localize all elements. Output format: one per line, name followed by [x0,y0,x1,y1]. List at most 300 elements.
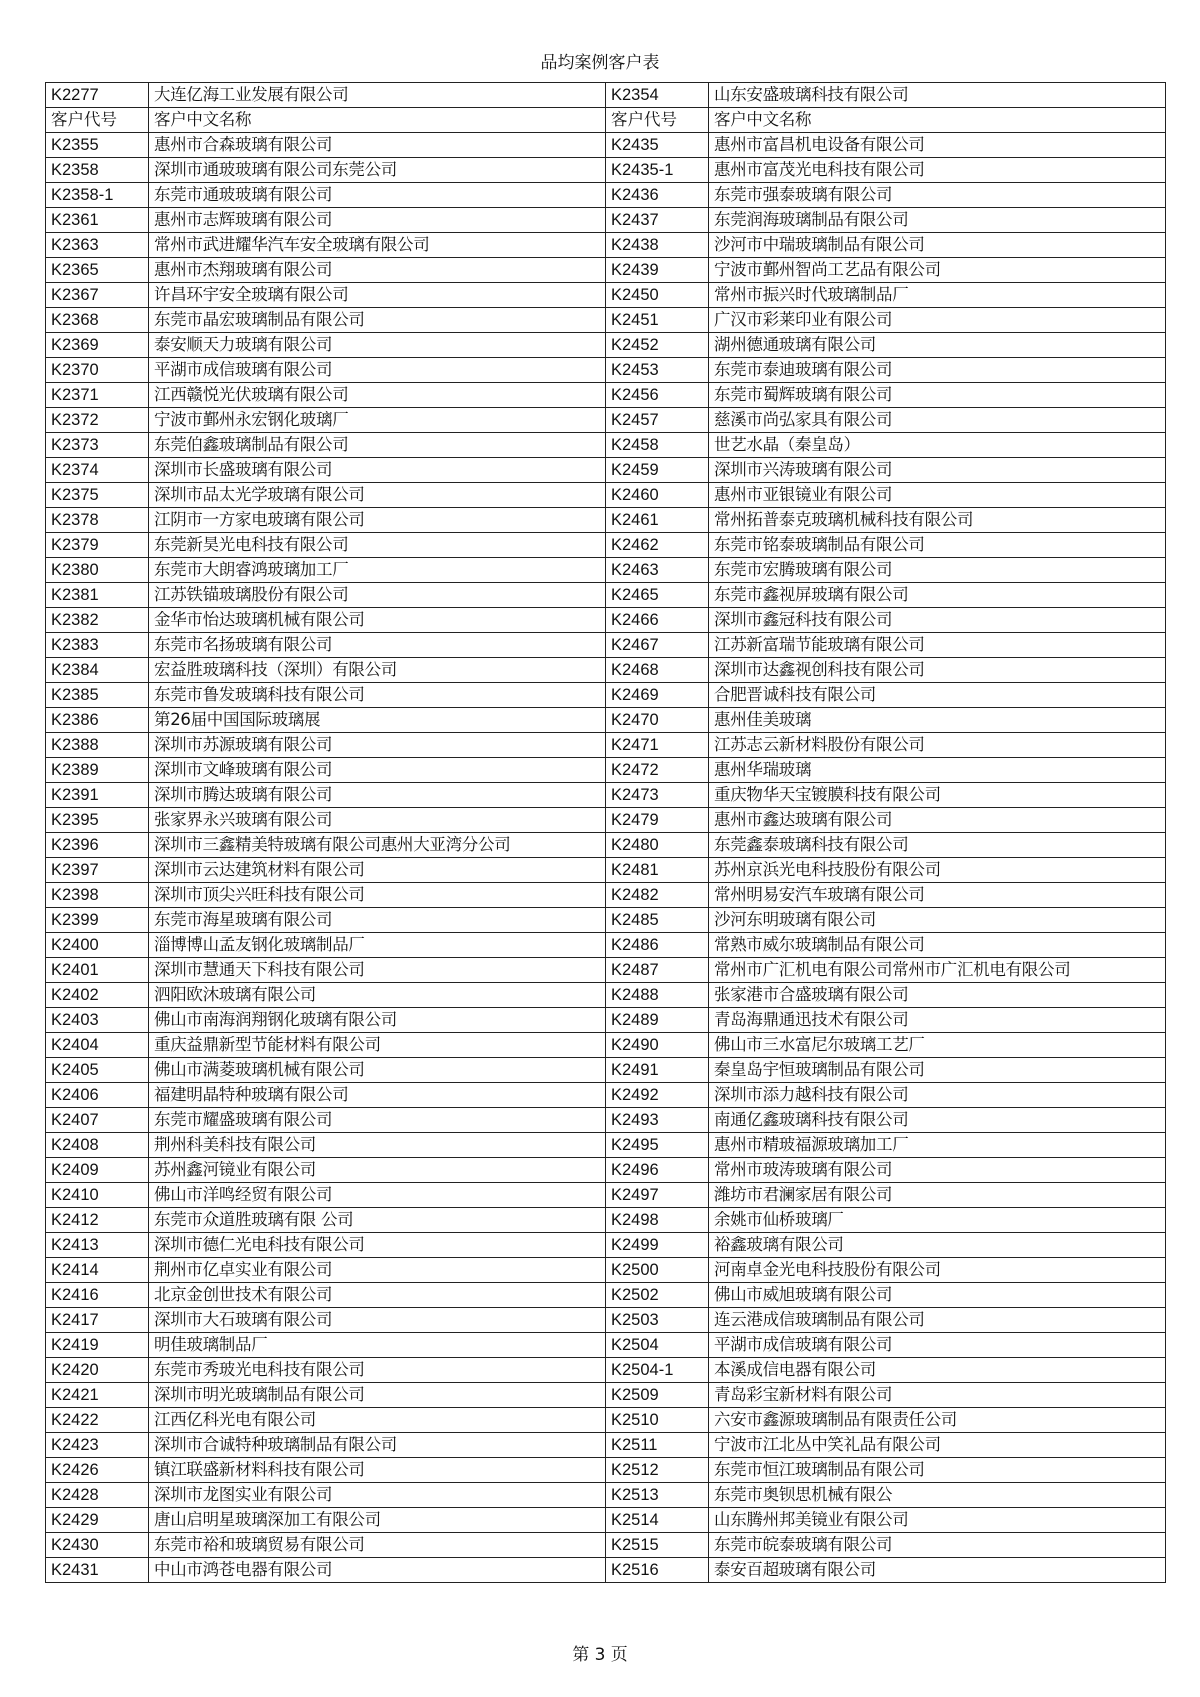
customer-code-right: K2453 [606,358,709,383]
customer-code-right: K2468 [606,658,709,683]
customer-name-right: 南通亿鑫玻璃科技有限公司 [709,1108,1166,1133]
customer-name-left: 江苏铁锚玻璃股份有限公司 [149,583,606,608]
table-row [46,408,1166,433]
customer-code-right: K2511 [606,1433,709,1458]
table-row [46,433,1166,458]
customer-code-left: K2358-1 [46,183,149,208]
customer-name-right: 宁波市鄞州智尚工艺品有限公司 [709,258,1166,283]
customer-name-right: 深圳市达鑫视创科技有限公司 [709,658,1166,683]
customer-table-body [46,83,1166,1583]
customer-code-right: K2510 [606,1408,709,1433]
customer-name-left: 苏州鑫河镜业有限公司 [149,1158,606,1183]
customer-name-left: 北京金创世技术有限公司 [149,1283,606,1308]
customer-code-left: K2396 [46,833,149,858]
table-row [46,658,1166,683]
customer-code-right: K2513 [606,1483,709,1508]
table-row [46,1233,1166,1258]
customer-code-left: K2277 [46,83,149,108]
customer-code-right: K2459 [606,458,709,483]
customer-code-left: K2391 [46,783,149,808]
customer-code-right: K2469 [606,683,709,708]
customer-table [45,82,1166,1583]
customer-code-left: K2412 [46,1208,149,1233]
customer-code-left: K2368 [46,308,149,333]
customer-name-right: 宁波市江北丛中笑礼品有限公司 [709,1433,1166,1458]
customer-code-left: K2370 [46,358,149,383]
customer-name-left: 江西亿科光电有限公司 [149,1408,606,1433]
customer-name-left: 许昌环宇安全玻璃有限公司 [149,283,606,308]
customer-code-left: K2428 [46,1483,149,1508]
customer-name-right: 东莞市泰迪玻璃有限公司 [709,358,1166,383]
customer-name-left: 东莞新昊光电科技有限公司 [149,533,606,558]
customer-code-left: K2365 [46,258,149,283]
customer-code-right: K2486 [606,933,709,958]
customer-code-right: K2509 [606,1383,709,1408]
customer-name-right: 张家港市合盛玻璃有限公司 [709,983,1166,1008]
page-title: 品均案例客户表 [540,53,660,73]
customer-name-right: 常州市广汇机电有限公司常州市广汇机电有限公司 [709,958,1166,983]
customer-name-left: 淄博博山孟友钢化玻璃制品厂 [149,933,606,958]
customer-code-right: K2481 [606,858,709,883]
customer-code-left: K2385 [46,683,149,708]
customer-code-left: K2375 [46,483,149,508]
customer-code-right: K2490 [606,1033,709,1058]
customer-code-left: K2421 [46,1383,149,1408]
customer-code-right: K2435 [606,133,709,158]
customer-code-left: K2380 [46,558,149,583]
customer-code-left: K2373 [46,433,149,458]
customer-name-right: 深圳市添力越科技有限公司 [709,1083,1166,1108]
customer-name-right: 客户中文名称 [709,108,1166,133]
customer-name-right: 惠州佳美玻璃 [709,708,1166,733]
table-row [46,483,1166,508]
customer-name-left: 惠州市志辉玻璃有限公司 [149,208,606,233]
customer-code-left: K2420 [46,1358,149,1383]
table-row [46,808,1166,833]
customer-name-left: 东莞市众道胜玻璃有限 公司 [149,1208,606,1233]
customer-name-right: 河南卓金光电科技股份有限公司 [709,1258,1166,1283]
customer-name-right: 东莞市铭泰玻璃制品有限公司 [709,533,1166,558]
customer-name-left: 客户中文名称 [149,108,606,133]
table-row [46,258,1166,283]
customer-name-left: 大连亿海工业发展有限公司 [149,83,606,108]
table-row [46,1508,1166,1533]
customer-name-left: 深圳市龙图实业有限公司 [149,1483,606,1508]
customer-code-right: K2472 [606,758,709,783]
table-row [46,833,1166,858]
customer-code-right: K2497 [606,1183,709,1208]
customer-name-right: 慈溪市尚弘家具有限公司 [709,408,1166,433]
customer-name-left: 泗阳欧沐玻璃有限公司 [149,983,606,1008]
customer-name-right: 广汉市彩莱印业有限公司 [709,308,1166,333]
table-row [46,1533,1166,1558]
table-row [46,1033,1166,1058]
customer-name-right: 东莞市鑫视屏玻璃有限公司 [709,583,1166,608]
customer-code-right: K2435-1 [606,158,709,183]
table-row [46,333,1166,358]
table-row [46,108,1166,133]
customer-code-right: K2500 [606,1258,709,1283]
customer-name-right: 苏州京浜光电科技股份有限公司 [709,858,1166,883]
table-row [46,1058,1166,1083]
customer-code-left: K2403 [46,1008,149,1033]
customer-code-right: K2436 [606,183,709,208]
customer-code-left: K2402 [46,983,149,1008]
customer-code-right: K2512 [606,1458,709,1483]
customer-code-left: K2409 [46,1158,149,1183]
customer-name-right: 深圳市兴涛玻璃有限公司 [709,458,1166,483]
customer-code-left: K2423 [46,1433,149,1458]
table-row [46,1083,1166,1108]
table-row [46,708,1166,733]
customer-code-right: K2488 [606,983,709,1008]
table-row [46,1483,1166,1508]
table-row [46,733,1166,758]
table-row [46,1433,1166,1458]
customer-code-right: K2485 [606,908,709,933]
customer-name-right: 青岛海鼎通迅技术有限公司 [709,1008,1166,1033]
customer-name-right: 东莞市奥钡思机械有限公 [709,1483,1166,1508]
customer-name-right: 秦皇岛宇恒玻璃制品有限公司 [709,1058,1166,1083]
customer-name-left: 宁波市鄞州永宏钢化玻璃厂 [149,408,606,433]
customer-name-left: 东莞市秀玻光电科技有限公司 [149,1358,606,1383]
table-row [46,1008,1166,1033]
table-row [46,158,1166,183]
customer-name-left: 东莞市晶宏玻璃制品有限公司 [149,308,606,333]
customer-code-left: K2426 [46,1458,149,1483]
customer-name-right: 六安市鑫源玻璃制品有限责任公司 [709,1408,1166,1433]
customer-name-left: 深圳市三鑫精美特玻璃有限公司惠州大亚湾分公司 [149,833,606,858]
customer-name-right: 江苏志云新材料股份有限公司 [709,733,1166,758]
customer-name-left: 张家界永兴玻璃有限公司 [149,808,606,833]
page-number: 第 3 页 [572,1645,628,1665]
customer-name-right: 东莞市蜀辉玻璃有限公司 [709,383,1166,408]
table-row [46,383,1166,408]
customer-code-left: K2379 [46,533,149,558]
customer-name-right: 裕鑫玻璃有限公司 [709,1233,1166,1258]
customer-name-left: 江阴市一方家电玻璃有限公司 [149,508,606,533]
table-row [46,1258,1166,1283]
customer-name-left: 深圳市通玻玻璃有限公司东莞公司 [149,158,606,183]
table-row [46,458,1166,483]
customer-code-left: K2367 [46,283,149,308]
customer-name-left: 佛山市满菱玻璃机械有限公司 [149,1058,606,1083]
customer-code-left: K2363 [46,233,149,258]
customer-code-left: K2410 [46,1183,149,1208]
table-row [46,883,1166,908]
customer-code-left: K2381 [46,583,149,608]
customer-name-left: 深圳市苏源玻璃有限公司 [149,733,606,758]
customer-code-left: K2417 [46,1308,149,1333]
table-row [46,1283,1166,1308]
customer-code-right: K2504 [606,1333,709,1358]
table-row [46,208,1166,233]
customer-code-right: K2498 [606,1208,709,1233]
customer-name-left: 深圳市顶尖兴旺科技有限公司 [149,883,606,908]
customer-name-right: 湖州德通玻璃有限公司 [709,333,1166,358]
customer-name-left: 荆州市亿卓实业有限公司 [149,1258,606,1283]
customer-code-left: K2389 [46,758,149,783]
customer-code-left: K2422 [46,1408,149,1433]
customer-name-left: 宏益胜玻璃科技（深圳）有限公司 [149,658,606,683]
customer-name-right: 惠州市鑫达玻璃有限公司 [709,808,1166,833]
customer-code-right: K2456 [606,383,709,408]
customer-name-left: 东莞市裕和玻璃贸易有限公司 [149,1533,606,1558]
customer-name-left: 惠州市合森玻璃有限公司 [149,133,606,158]
customer-code-right: K2487 [606,958,709,983]
table-row [46,308,1166,333]
table-row [46,608,1166,633]
table-row [46,1383,1166,1408]
customer-code-left: K2413 [46,1233,149,1258]
customer-code-right: K2496 [606,1158,709,1183]
customer-name-right: 东莞润海玻璃制品有限公司 [709,208,1166,233]
table-row [46,1308,1166,1333]
customer-code-right: K2458 [606,433,709,458]
customer-name-left: 深圳市德仁光电科技有限公司 [149,1233,606,1258]
customer-code-right: K2499 [606,1233,709,1258]
customer-name-left: 深圳市品太光学玻璃有限公司 [149,483,606,508]
customer-code-right: K2471 [606,733,709,758]
customer-name-right: 山东腾州邦美镜业有限公司 [709,1508,1166,1533]
customer-code-left: K2431 [46,1558,149,1583]
customer-name-right: 东莞市恒江玻璃制品有限公司 [709,1458,1166,1483]
customer-name-right: 东莞鑫泰玻璃科技有限公司 [709,833,1166,858]
table-row [46,1133,1166,1158]
customer-code-left: K2383 [46,633,149,658]
customer-code-left: K2429 [46,1508,149,1533]
customer-name-right: 东莞市强泰玻璃有限公司 [709,183,1166,208]
customer-name-right: 沙河东明玻璃有限公司 [709,908,1166,933]
customer-code-right: K2452 [606,333,709,358]
customer-code-right: K2502 [606,1283,709,1308]
table-row [46,183,1166,208]
customer-code-left: 客户代号 [46,108,149,133]
customer-code-right: K2438 [606,233,709,258]
customer-name-left: 常州市武进耀华汽车安全玻璃有限公司 [149,233,606,258]
customer-code-right: K2465 [606,583,709,608]
customer-code-right: K2437 [606,208,709,233]
customer-code-left: K2369 [46,333,149,358]
customer-name-left: 深圳市明光玻璃制品有限公司 [149,1383,606,1408]
customer-code-right: K2493 [606,1108,709,1133]
customer-code-left: K2419 [46,1333,149,1358]
customer-name-right: 泰安百超玻璃有限公司 [709,1558,1166,1583]
customer-name-left: 深圳市合诚特种玻璃制品有限公司 [149,1433,606,1458]
customer-code-left: K2398 [46,883,149,908]
customer-code-left: K2404 [46,1033,149,1058]
customer-name-left: 平湖市成信玻璃有限公司 [149,358,606,383]
customer-code-right: K2480 [606,833,709,858]
customer-name-left: 深圳市大石玻璃有限公司 [149,1308,606,1333]
customer-code-left: K2361 [46,208,149,233]
customer-name-left: 中山市鸿苍电器有限公司 [149,1558,606,1583]
customer-code-left: K2405 [46,1058,149,1083]
customer-name-left: 深圳市文峰玻璃有限公司 [149,758,606,783]
customer-code-right: K2495 [606,1133,709,1158]
table-row [46,1183,1166,1208]
customer-name-right: 青岛彩宝新材料有限公司 [709,1383,1166,1408]
customer-code-right: 客户代号 [606,108,709,133]
customer-name-right: 重庆物华天宝镀膜科技有限公司 [709,783,1166,808]
customer-name-left: 深圳市长盛玻璃有限公司 [149,458,606,483]
table-row [46,283,1166,308]
table-row [46,358,1166,383]
customer-name-right: 惠州市亚银镜业有限公司 [709,483,1166,508]
table-row [46,858,1166,883]
customer-code-right: K2463 [606,558,709,583]
customer-code-right: K2514 [606,1508,709,1533]
customer-code-left: K2372 [46,408,149,433]
customer-code-right: K2451 [606,308,709,333]
customer-code-right: K2354 [606,83,709,108]
customer-name-right: 东莞市宏腾玻璃有限公司 [709,558,1166,583]
table-row [46,1333,1166,1358]
customer-name-left: 泰安顺天力玻璃有限公司 [149,333,606,358]
table-row [46,958,1166,983]
customer-name-right: 常州明易安汽车玻璃有限公司 [709,883,1166,908]
customer-code-left: K2416 [46,1283,149,1308]
customer-name-right: 深圳市鑫冠科技有限公司 [709,608,1166,633]
customer-code-right: K2473 [606,783,709,808]
customer-name-left: 深圳市慧通天下科技有限公司 [149,958,606,983]
customer-name-right: 常州拓普泰克玻璃机械科技有限公司 [709,508,1166,533]
customer-name-left: 深圳市云达建筑材料有限公司 [149,858,606,883]
table-row [46,508,1166,533]
table-row [46,1558,1166,1583]
customer-code-right: K2457 [606,408,709,433]
customer-name-left: 镇江联盛新材料科技有限公司 [149,1458,606,1483]
customer-name-left: 荆州科美科技有限公司 [149,1133,606,1158]
customer-name-right: 余姚市仙桥玻璃厂 [709,1208,1166,1233]
customer-code-right: K2460 [606,483,709,508]
table-row [46,1458,1166,1483]
customer-code-left: K2397 [46,858,149,883]
table-row [46,633,1166,658]
customer-name-left: 东莞市通玻玻璃有限公司 [149,183,606,208]
customer-name-left: 江西赣悦光伏玻璃有限公司 [149,383,606,408]
table-row [46,983,1166,1008]
customer-name-left: 东莞市耀盛玻璃有限公司 [149,1108,606,1133]
customer-name-right: 江苏新富瑞节能玻璃有限公司 [709,633,1166,658]
table-row [46,1158,1166,1183]
customer-code-left: K2399 [46,908,149,933]
table-row [46,1108,1166,1133]
customer-code-right: K2516 [606,1558,709,1583]
customer-name-right: 常熟市威尔玻璃制品有限公司 [709,933,1166,958]
customer-code-right: K2504-1 [606,1358,709,1383]
customer-code-right: K2439 [606,258,709,283]
table-row [46,583,1166,608]
customer-name-right: 常州市玻涛玻璃有限公司 [709,1158,1166,1183]
customer-name-left: 深圳市腾达玻璃有限公司 [149,783,606,808]
customer-name-left: 第26届中国国际玻璃展 [149,708,606,733]
table-row [46,233,1166,258]
table-row [46,558,1166,583]
customer-name-right: 潍坊市君澜家居有限公司 [709,1183,1166,1208]
customer-code-left: K2374 [46,458,149,483]
customer-name-right: 惠州市富昌机电设备有限公司 [709,133,1166,158]
customer-code-right: K2515 [606,1533,709,1558]
table-row [46,758,1166,783]
customer-code-right: K2482 [606,883,709,908]
customer-name-right: 佛山市三水富尼尔玻璃工艺厂 [709,1033,1166,1058]
customer-name-left: 东莞市海星玻璃有限公司 [149,908,606,933]
table-row [46,83,1166,108]
customer-name-right: 世艺水晶（秦皇岛） [709,433,1166,458]
customer-code-left: K2388 [46,733,149,758]
customer-name-left: 佛山市洋鸣经贸有限公司 [149,1183,606,1208]
table-row [46,1208,1166,1233]
customer-name-right: 连云港成信玻璃制品有限公司 [709,1308,1166,1333]
customer-code-left: K2355 [46,133,149,158]
customer-code-left: K2384 [46,658,149,683]
table-row [46,1408,1166,1433]
customer-code-left: K2382 [46,608,149,633]
customer-name-left: 东莞市鲁发玻璃科技有限公司 [149,683,606,708]
customer-name-right: 平湖市成信玻璃有限公司 [709,1333,1166,1358]
customer-code-right: K2450 [606,283,709,308]
customer-name-left: 唐山启明星玻璃深加工有限公司 [149,1508,606,1533]
customer-name-right: 常州市振兴时代玻璃制品厂 [709,283,1166,308]
customer-name-left: 金华市怡达玻璃机械有限公司 [149,608,606,633]
customer-code-left: K2378 [46,508,149,533]
customer-name-right: 东莞市皖泰玻璃有限公司 [709,1533,1166,1558]
customer-code-left: K2406 [46,1083,149,1108]
customer-code-left: K2414 [46,1258,149,1283]
customer-code-right: K2466 [606,608,709,633]
customer-code-left: K2408 [46,1133,149,1158]
customer-code-left: K2395 [46,808,149,833]
customer-name-left: 东莞市名扬玻璃有限公司 [149,633,606,658]
customer-name-left: 东莞市大朗睿鸿玻璃加工厂 [149,558,606,583]
customer-name-right: 山东安盛玻璃科技有限公司 [709,83,1166,108]
customer-name-left: 惠州市杰翔玻璃有限公司 [149,258,606,283]
customer-code-right: K2503 [606,1308,709,1333]
customer-code-left: K2358 [46,158,149,183]
customer-code-right: K2489 [606,1008,709,1033]
customer-code-left: K2371 [46,383,149,408]
customer-code-left: K2400 [46,933,149,958]
table-row [46,133,1166,158]
customer-code-right: K2492 [606,1083,709,1108]
customer-code-left: K2407 [46,1108,149,1133]
customer-name-right: 合肥晋诚科技有限公司 [709,683,1166,708]
customer-name-right: 惠州市精玻福源玻璃加工厂 [709,1133,1166,1158]
customer-code-left: K2386 [46,708,149,733]
customer-name-left: 佛山市南海润翔钢化玻璃有限公司 [149,1008,606,1033]
customer-code-right: K2470 [606,708,709,733]
customer-name-right: 沙河市中瑞玻璃制品有限公司 [709,233,1166,258]
customer-name-right: 佛山市威旭玻璃有限公司 [709,1283,1166,1308]
customer-code-right: K2479 [606,808,709,833]
table-row [46,1358,1166,1383]
customer-code-right: K2462 [606,533,709,558]
customer-code-right: K2491 [606,1058,709,1083]
customer-code-right: K2461 [606,508,709,533]
table-row [46,783,1166,808]
table-row [46,683,1166,708]
table-row [46,908,1166,933]
customer-name-left: 东莞伯鑫玻璃制品有限公司 [149,433,606,458]
customer-name-right: 惠州华瑞玻璃 [709,758,1166,783]
customer-code-right: K2467 [606,633,709,658]
customer-name-left: 福建明晶特种玻璃有限公司 [149,1083,606,1108]
table-row [46,533,1166,558]
customer-name-right: 本溪成信电器有限公司 [709,1358,1166,1383]
customer-name-right: 惠州市富茂光电科技有限公司 [709,158,1166,183]
customer-code-left: K2430 [46,1533,149,1558]
